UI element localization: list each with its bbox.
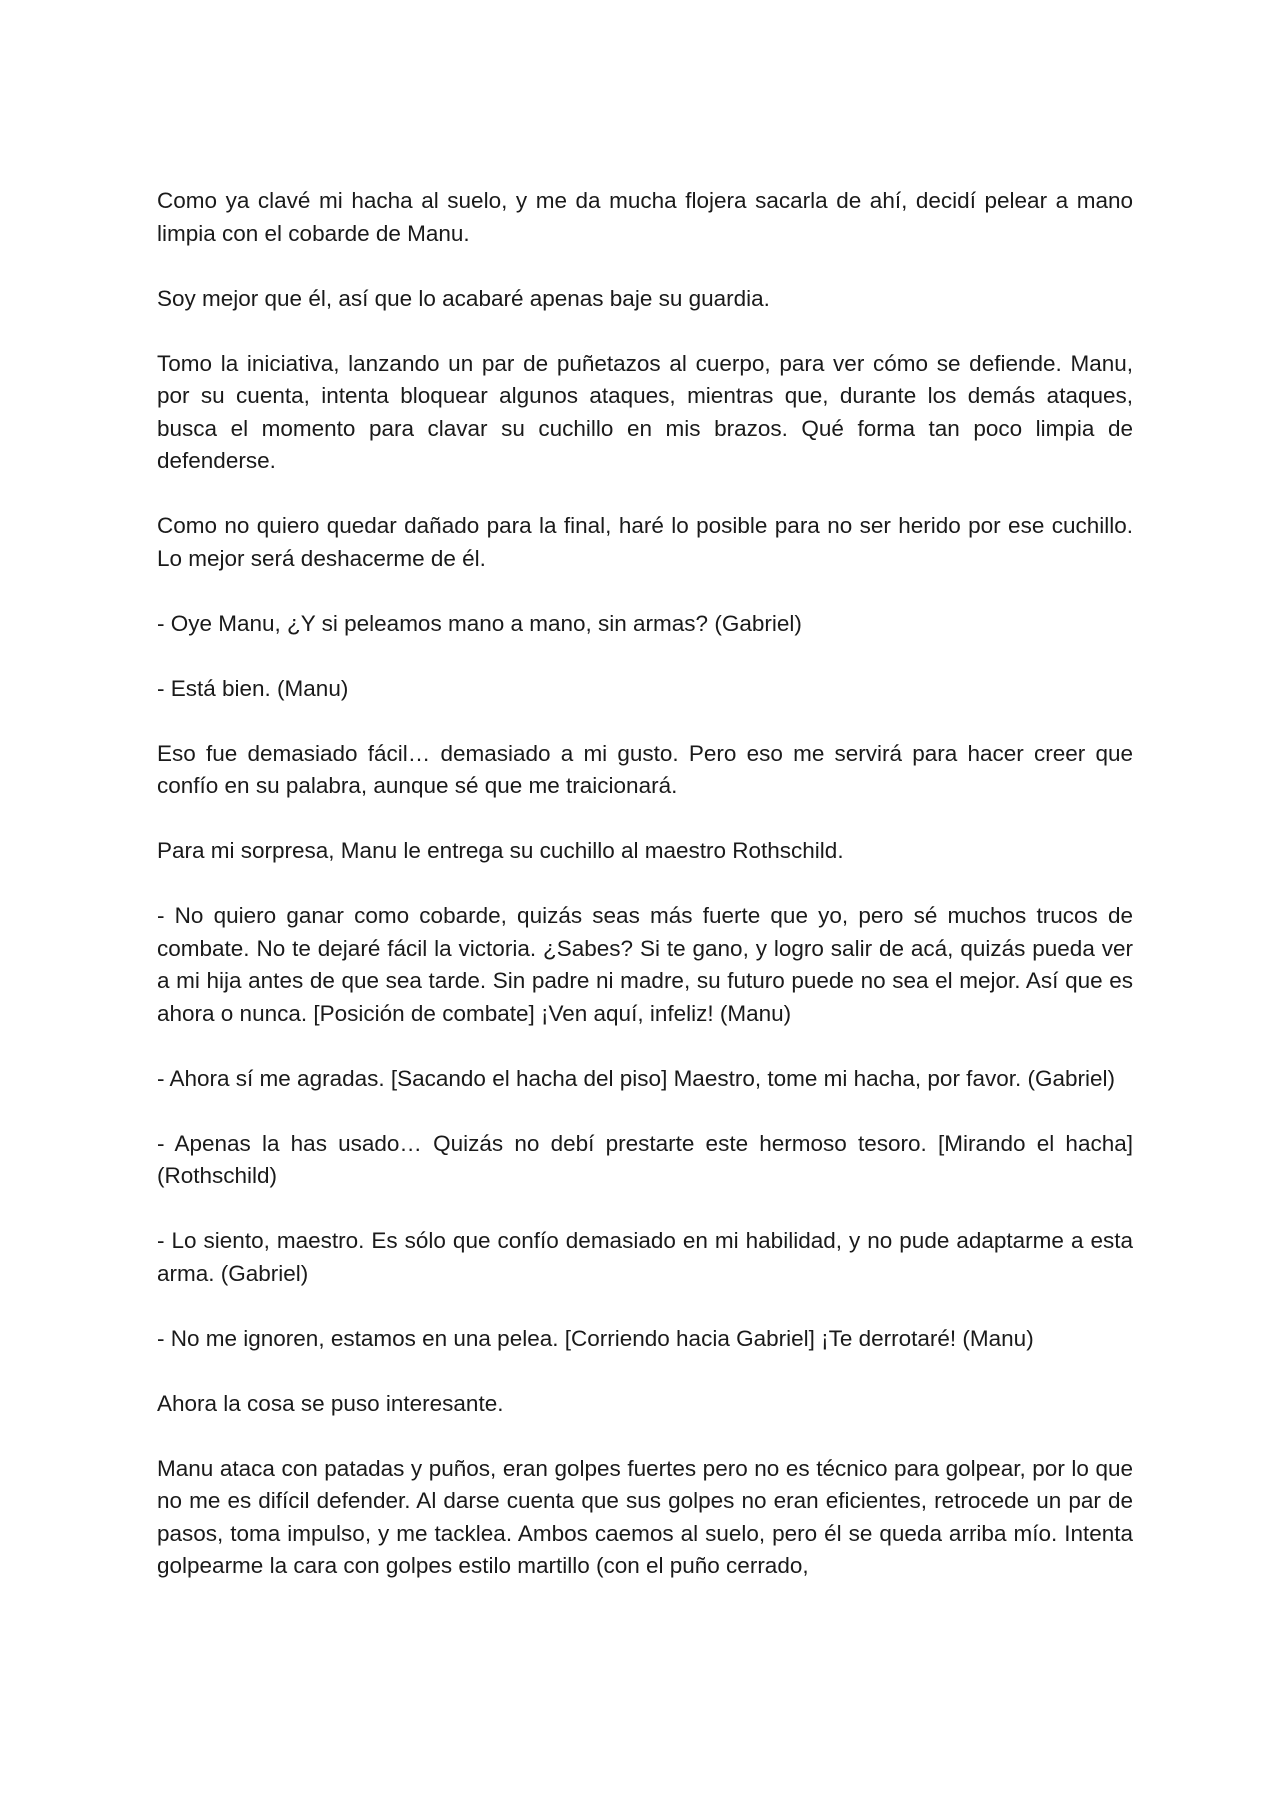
paragraph: Manu ataca con patadas y puños, eran golpes fuertes pero no es técnico para golpear, por lo que no me es difícil defender. Al darse cuenta que sus golpes no eran eficientes, retrocede un par de pasos, toma impulso, y me tacklea. Ambos caemos al suelo, pero él se queda arriba mío. Intenta golpearme la cara con golpes estilo martillo (con el puño cerrado, [157, 1455, 1133, 1578]
dialogue-line: - Apenas la has usado… Quizás no debí prestarte este hermoso tesoro. [Mirando el hacha] (Rothschild) [157, 1130, 1133, 1188]
dialogue-line: - Ahora sí me agradas. [Sacando el hacha del piso] Maestro, tome mi hacha, por favor. (Gabriel) [157, 1065, 1115, 1091]
paragraph: Como no quiero quedar dañado para la final, haré lo posible para no ser herido por ese cuchillo. Lo mejor será deshacerme de él. [157, 513, 1133, 571]
paragraph: Ahora la cosa se puso interesante. [157, 1390, 504, 1416]
paragraph: Eso fue demasiado fácil… demasiado a mi gusto. Pero eso me servirá para hacer creer que confío en su palabra, aunque sé que me traicionará. [157, 740, 1133, 798]
dialogue-line: - No quiero ganar como cobarde, quizás seas más fuerte que yo, pero sé muchos trucos de combate. No te dejaré fácil la victoria. ¿Sabes? Si te gano, y logro salir de acá, quizás pueda ver a mi hija antes de que sea tarde. Sin padre ni madre, su futuro puede no sea el mejor. Así que es ahora o nunca. [Posición de combate] ¡Ven aquí, infeliz! (Manu) [157, 903, 1133, 1026]
dialogue-line: - Está bien. (Manu) [157, 675, 349, 701]
paragraph: Soy mejor que él, así que lo acabaré apenas baje su guardia. [157, 285, 770, 311]
document-body [157, 185, 1133, 1615]
paragraph: Como ya clavé mi hacha al suelo, y me da mucha flojera sacarla de ahí, decidí pelear a mano limpia con el cobarde de Manu. [157, 188, 1133, 246]
paragraph: Tomo la iniciativa, lanzando un par de puñetazos al cuerpo, para ver cómo se defiende. Manu, por su cuenta, intenta bloquear algunos ataques, mientras que, durante los demás ataques, busca el momento para clavar su cuchillo en mis brazos. Qué forma tan poco limpia de defenderse. [157, 350, 1133, 473]
dialogue-line: - No me ignoren, estamos en una pelea. [Corriendo hacia Gabriel] ¡Te derrotaré! (Manu) [157, 1325, 1034, 1351]
paragraph: Para mi sorpresa, Manu le entrega su cuchillo al maestro Rothschild. [157, 838, 844, 863]
dialogue-line: - Oye Manu, ¿Y si peleamos mano a mano, sin armas? (Gabriel) [157, 610, 802, 636]
dialogue-line: - Lo siento, maestro. Es sólo que confío demasiado en mi habilidad, y no pude adaptarme a esta arma. (Gabriel) [157, 1228, 1133, 1286]
